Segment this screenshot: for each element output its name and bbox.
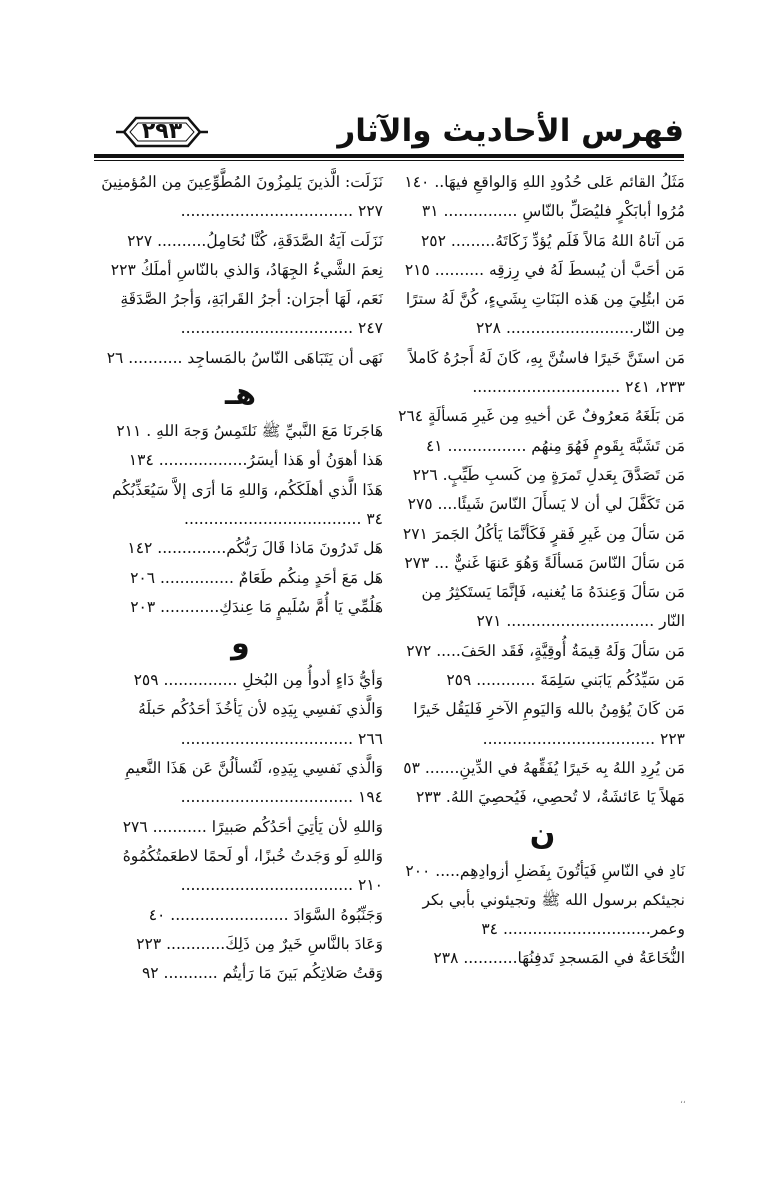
index-entry: مُرُوا أبابَكْرٍ فليُصَلِّ بالنّاسِ ............... ٣١ (421, 202, 685, 221)
index-entry: النّار .............................. ٢٧١ (476, 612, 685, 631)
index-entry: مَهلاً يَا عَائشَةُ، لا تُحصِي، فَيُحصِيَ اللهُ. ٢٣٣ (415, 788, 685, 807)
index-entry: وَالَّذي نَفسِي بِيَدِهِ، لَتُسألُنَّ عَن هَذَا النَّعيمِ (125, 759, 383, 778)
index-entry: هَاجَرنَا مَعَ النَّبيِّ ﷺ نَلتَمِسُ وَجهَ اللهِ . ٢١١ (116, 422, 383, 441)
index-entry: مَن آتاهُ اللهُ مَالاً فَلَم يُؤدِّ زَكَاتَهُ......... ٢٥٢ (420, 231, 685, 250)
index-entry: هَذا أهوَنُ أو هَذا أيسَرُ.................. ١٣٤ (128, 451, 383, 470)
index-entry: النُّخَاعَةُ في المَسجدِ تَدفِنُهَا........... ٢٣٨ (433, 949, 685, 968)
index-entry: مَن تَصَدَّقَ بِعَدلِ تَمرَةٍ مِن كَسبِ طَيِّبٍ. ٢٢٦ (412, 465, 685, 484)
index-entry: مَن تَشَبَّهَ بِقَومٍ فَهُوَ مِنهُم ................ ٤١ (425, 436, 685, 455)
index-entry: نجيئكم برسول الله ﷺ وتجيئوني بأبي بكر (422, 890, 685, 909)
index-entry: مَن سَألَ وَلَهُ قِيمَةُ أُوقِيَّةٍ، فَقَد الحَفَ..... ٢٧٢ (406, 641, 685, 660)
index-entry: وَاللهِ لَو وَجَدتُ خُبزًا، أو لَحمًا لاطعَمتُكُمُوهُ (122, 846, 383, 865)
left-index-column (98, 168, 383, 988)
index-entry: مَن بَلَغَهُ مَعرُوفٌ عَن أخيهِ مِن غَيرِ مَسألَةٍ ٢٦٤ (398, 407, 685, 426)
index-entry: مَن تَكَفَّلَ لي أن لا يَسأَلَ النّاسَ شَيئًا.... ٢٧٥ (407, 495, 685, 514)
index-entry: ٢٤٧ ................................... (180, 319, 383, 338)
index-entry: مَن استَنَّ خَيرًا فاستُنَّ بِهِ، كَانَ لَهُ أَجرُهُ كَاملاً (408, 348, 685, 367)
scan-mark: ،، (680, 1096, 686, 1106)
section-letter-heading: هـ (224, 377, 257, 413)
index-entry: هَلُمِّي يَا أُمَّ سُلَيمٍ مَا عِندَكِ............ ٢٠٣ (130, 597, 383, 616)
page-header (94, 110, 684, 158)
page-number-badge (114, 114, 210, 150)
page-title: فهرس الأحاديث والآثار (337, 113, 684, 149)
index-entry: مَن أحَبَّ أن يُبسطَ لَهُ في رِزقِه .......... ٢١٥ (404, 260, 685, 279)
index-entry: وَعَادَ بالنَّاسِ خَيرٌ مِن ذَلِكَ............ ٢٢٣ (136, 934, 383, 953)
index-entry: ٣٤ .................................... (184, 509, 383, 528)
index-entry: هَل تَدرُونَ مَاذا قَالَ رَبُّكُم.............. ١٤٢ (127, 539, 383, 558)
index-entry: ٢٢٣ ................................... (482, 729, 685, 748)
index-entry: ٢٢٧ ................................... (180, 202, 383, 221)
index-entry: هَذَا الَّذي أهلَكَكُم، وَاللهِ مَا أرَى إلاَّ سَيُعَذِّبُكُم (112, 480, 383, 499)
index-entry: وَقتُ صَلاتِكُم بَينَ مَا رَأيتُم ........... ٩٢ (141, 964, 383, 983)
section-letter-heading: ن (529, 816, 556, 852)
index-entry: نِعمَ الشَّيءُ الجِهَادُ، وَالذي بالنّاسِ أملَكُ ٢٢٣ (110, 260, 383, 279)
index-entry: مَن ابتُلِيَ مِن هَذه البَنَاتِ بِشَيءٍ، كُنَّ لَهُ سترًا (405, 290, 685, 309)
index-entry: مَن سَألَ النّاسَ مَسألَةً وَهُوَ عَنهَا غَنيٌّ ... ٢٧٣ (404, 553, 685, 572)
section-letter-heading: و (231, 626, 250, 662)
right-index-column (400, 168, 685, 974)
index-entry: مِن النّار.......................... ٢٢٨ (476, 319, 685, 338)
index-entry: هَل مَعَ أحَدٍ مِنكُم طَعَامٌ ............... ٢٠٦ (130, 568, 383, 587)
index-entry: نَادِ في النّاسِ فَيَأتُونَ بِفَضلِ أزوادِهِم..... ٢٠٠ (405, 861, 685, 880)
index-entry: وَالَّذي نَفسِي بِيَدِه لأن يَأخُذَ أحَدُكُم حَبلَهُ (138, 700, 383, 719)
index-entry: نَهَى أن يَتَبَاهَى النّاسُ بالمَساجِد ........... ٢٦ (106, 348, 383, 367)
index-entry: نَزَلَت: الَّذينَ يَلمِزُونَ المُطَّوِّعِينَ مِن المُؤمنِينَ (101, 173, 383, 191)
index-entry: مَثَلُ القائم عَلى حُدُودِ اللهِ وَالواقعِ فيهَا.. ١٤٠ (404, 173, 685, 191)
header-rule-thin (94, 160, 684, 161)
index-entry: ٢١٠ ................................... (180, 876, 383, 895)
index-entry: ٢٣٣، ٢٤١ .............................. (472, 378, 685, 397)
page-number: ٢٩٣ (141, 119, 183, 144)
index-entry: مَن سَألَ وَعِندَهُ مَا يُغنيه، فَإنَّمَا يَستَكثِرُ مِن (421, 583, 685, 602)
index-entry: مَن سَيِّدُكُم يَابَني سَلِمَةَ ............ ٢٥٩ (446, 671, 685, 690)
header-rule-thick (94, 154, 684, 158)
index-entry: مَن يُرِدِ اللهُ بِه خَيرًا يُفَقِّههُ في الدِّينِ....... ٥٣ (403, 758, 685, 777)
index-entry: مَن كَانَ يُؤمِنُ بالله وَاليَومِ الآخرِ فَليَقُل خَيرًا (413, 700, 685, 719)
index-entry: مَن سَألَ مِن غَيرِ فَقرٍ فَكَأنَّمَا يَأكُلُ الجَمرَ ٢٧١ (402, 524, 685, 543)
index-entry: نَزَلَت آيَةُ الصَّدَقَةِ، كُنَّا نُحَامِلُ.......... ٢٢٧ (127, 231, 383, 250)
index-entry: نَعَم، لَهَا أجرَان: أجرُ القَرابَةِ، وَأجرُ الصَّدَقَةِ (120, 290, 383, 309)
index-entry: ٢٦٦ ................................... (180, 729, 383, 748)
index-entry: ١٩٤ ................................... (180, 788, 383, 807)
index-entry: وَأيُّ دَاءٍ أدوأُ مِن البُخلِ ............... ٢٥٩ (133, 671, 383, 690)
index-entry: وَاللهِ لأن يَأتِيَ أحَدُكُم صَبيرًا ........... ٢٧٦ (122, 817, 383, 836)
index-entry: وعمر.............................. ٣٤ (481, 920, 685, 939)
index-entry: وَجَنِّبُوهُ السَّوَادَ ........................ ٤٠ (148, 905, 383, 924)
